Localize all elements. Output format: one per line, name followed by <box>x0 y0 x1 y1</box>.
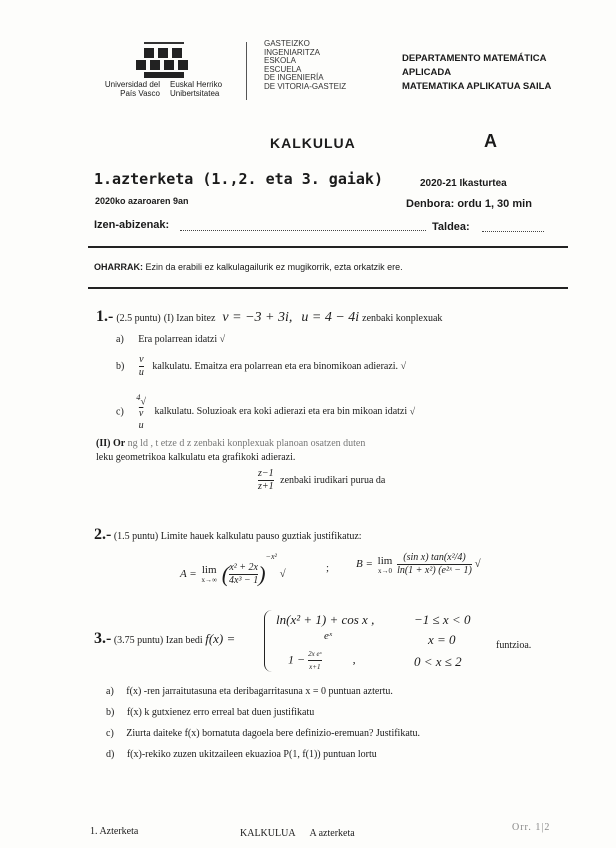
exam-title: 1.azterketa (1.,2. eta 3. gaiak) <box>94 170 383 188</box>
q3-a: a) f(x) -ren jarraitutasuna eta deribagarritasuna x = 0 puntuan aztertu. <box>106 686 393 697</box>
piecewise-case-3: 1 − $\frac{\text{2x eˣ}}{x+1}$ , <box>288 650 356 671</box>
q3-outro: funtzioa. <box>496 640 532 651</box>
checkmark-icon: √ <box>474 558 481 571</box>
exam-date: 2020ko azaroaren 9an <box>95 196 189 206</box>
piecewise-cond-3: 0 < x ≤ 2 <box>414 654 462 669</box>
q3-b: b) f(x) k gutxienez erro erreal bat duen justifikatu <box>106 707 315 718</box>
limit-B: B = lim x→0 $\frac{\text{(sin x) tan(x²/4)}}{\text{ln(1 + x²) (e²ˣ − 1)}}$ √ <box>356 552 481 576</box>
limit-A: A = lim x→∞ ( $\frac{\text{x² + 2x}}{\text{4x³ − 1}}$ )$^{-x^2}$ √ <box>180 552 286 587</box>
header-divider <box>246 42 247 100</box>
academic-year: 2020-21 Ikasturtea <box>420 178 507 189</box>
notes: OHARRAK: Ezin da erabili ez kalkulagailurik ez mugikorrik, ezta orkatzik ere. <box>94 262 403 272</box>
q1-header: 1.- (2.5 puntu) (I) Izan bitez v = −3 + 3i, u = 4 − 4i zenbaki konplexuak <box>96 308 443 325</box>
piecewise-case-2: eˣ <box>324 630 332 642</box>
piecewise-cond-1: −1 ≤ x < 0 <box>414 612 471 627</box>
q1-part2-condition: $\frac{z-1}{z+1}$ zenbaki irudikari purua da <box>258 468 386 492</box>
piecewise-cond-2: x = 0 <box>428 632 456 647</box>
piecewise-brace <box>264 610 273 672</box>
limit-separator: ; <box>326 562 330 574</box>
exam-model: A <box>484 131 497 151</box>
subject-title: KALKULUA <box>270 135 356 151</box>
checkmark-icon: √ <box>219 334 226 345</box>
q3-c: c) Ziurta daiteke f(x) bornatuta dagoela bere definizio-eremuan? Justifikatu. <box>106 728 421 739</box>
checkmark-icon: √ <box>400 360 407 372</box>
checkmark-icon: √ <box>409 406 416 418</box>
divider-top <box>88 246 568 248</box>
q1-part2: (II) Or ng ld , t etze d z zenbaki konplexuak planoan osatzen duten <box>96 438 366 449</box>
q1-b: b) $\frac{v}{u}$ kalkulatu. Emaitza era polarrean eta era binomikoan adierazi. √ <box>116 354 407 378</box>
q3-header: 3.- (3.75 puntu) Izan bedi f(x) = <box>94 630 236 647</box>
page-number: Orr. 1|2 <box>512 822 551 833</box>
group-field[interactable] <box>482 231 544 232</box>
q1-a: a) Era polarrean idatzi √ <box>116 334 226 345</box>
univ-name-es: Universidad del País Vasco <box>104 80 160 98</box>
name-field[interactable] <box>180 230 426 231</box>
q3-d: d) f(x)-rekiko zuzen ukitzaileen ekuazioa P(1, f(1)) puntuan lortu <box>106 749 377 760</box>
divider-bottom <box>88 287 568 289</box>
exam-duration: Denbora: ordu 1, 30 min <box>406 198 532 210</box>
group-label: Taldea: <box>432 221 470 233</box>
q1-part2-line2: leku geometrikoa kalkulatu eta grafikoki adierazi. <box>96 452 296 463</box>
name-label: Izen-abizenak: <box>94 219 170 231</box>
univ-name-eu: Euskal Herriko Unibertsitatea <box>170 80 223 98</box>
university-logo <box>104 42 232 102</box>
piecewise-case-1: ln(x² + 1) + cos x , <box>276 612 375 627</box>
footer-left: 1. Azterketa <box>90 826 139 837</box>
department-name: DEPARTAMENTO MATEMÁTICA APLICADA MATEMATIKA APLIKATUA SAILA <box>402 53 552 92</box>
upv-ehu-emblem-icon <box>112 42 232 82</box>
q1-c: c) $^4$√ v u kalkulatu. Soluzioak era koki adierazi eta era bin mikoan idatzi √ <box>116 393 416 432</box>
checkmark-icon: √ <box>279 568 286 580</box>
q2-header: 2.- (1.5 puntu) Limite hauek kalkulatu pauso guztiak justifikatuz: <box>94 526 362 543</box>
footer-center: KALKULUA A azterketa <box>240 828 355 839</box>
school-name: GASTEIZKO INGENIARITZA ESKOLA ESCUELA DE INGENIERÍA DE VITORIA-GASTEIZ <box>264 39 347 91</box>
